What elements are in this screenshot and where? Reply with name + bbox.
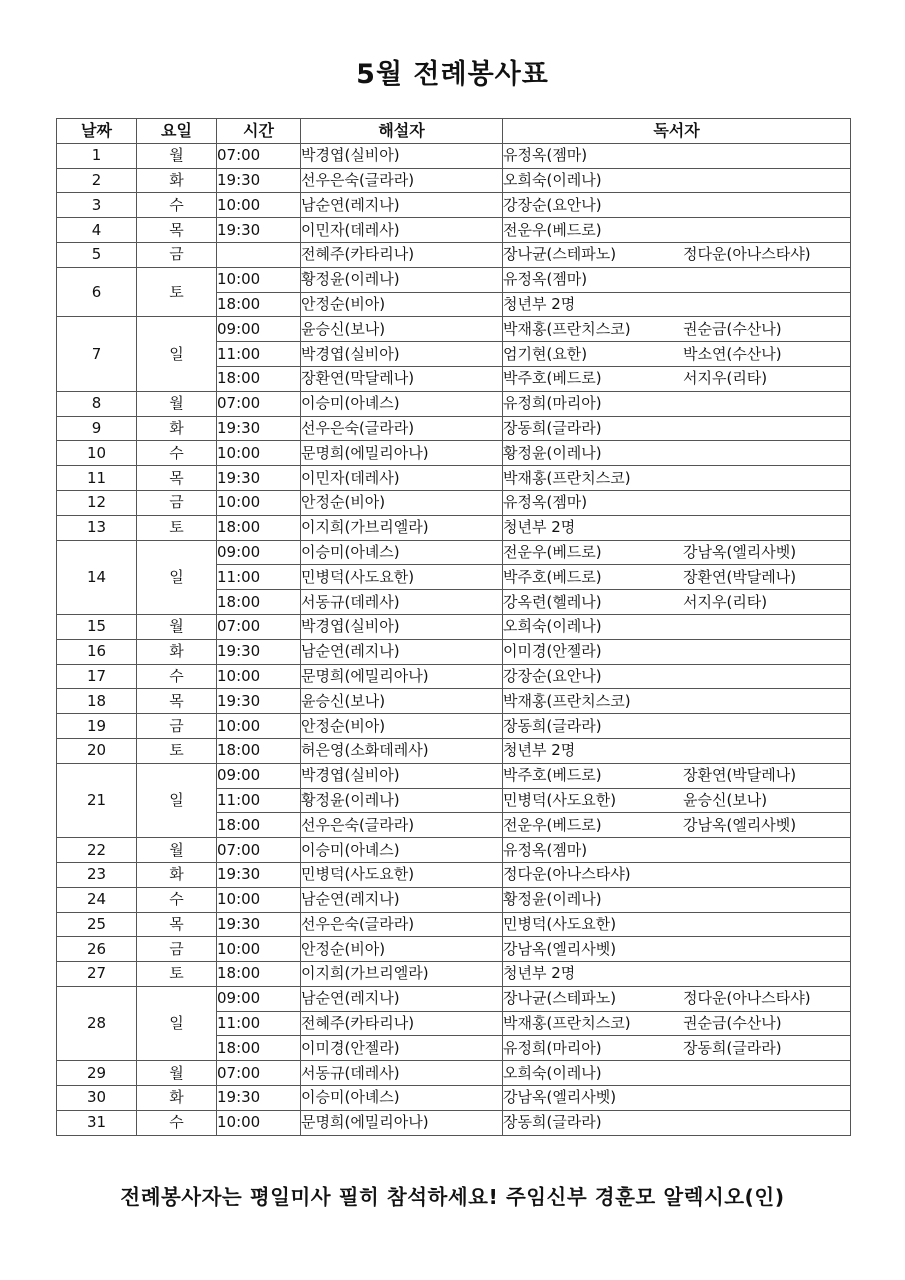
reader-primary: 박재홍(프란치스코) bbox=[503, 1014, 631, 1033]
commentator-cell: 황정윤(이레나) bbox=[301, 788, 503, 813]
commentator-cell: 안정순(비아) bbox=[301, 292, 503, 317]
readers-cell bbox=[503, 565, 851, 590]
commentator-cell: 선우은숙(글라라) bbox=[301, 912, 503, 937]
weekday-cell: 토 bbox=[137, 962, 217, 987]
time-cell: 19:30 bbox=[217, 862, 301, 887]
table-row bbox=[57, 168, 851, 193]
reader-primary: 장동희(글라라) bbox=[503, 716, 602, 735]
date-cell: 22 bbox=[57, 838, 137, 863]
readers-cell bbox=[503, 639, 851, 664]
commentator-cell: 이승미(아녜스) bbox=[301, 391, 503, 416]
readers-cell bbox=[503, 664, 851, 689]
reader-primary: 강장순(요안나) bbox=[503, 195, 602, 214]
weekday-cell: 월 bbox=[137, 838, 217, 863]
commentator-cell: 남순연(레지나) bbox=[301, 887, 503, 912]
reader-primary: 유정희(마리아) bbox=[503, 1038, 602, 1057]
date-cell: 8 bbox=[57, 391, 137, 416]
readers-cell bbox=[503, 862, 851, 887]
table-row bbox=[57, 466, 851, 491]
header-commentator: 해설자 bbox=[301, 119, 503, 144]
table-row bbox=[57, 490, 851, 515]
readers-cell bbox=[503, 267, 851, 292]
time-cell: 10:00 bbox=[217, 267, 301, 292]
readers-cell bbox=[503, 1086, 851, 1111]
commentator-cell: 남순연(레지나) bbox=[301, 639, 503, 664]
weekday-cell: 일 bbox=[137, 540, 217, 614]
table-row bbox=[57, 838, 851, 863]
commentator-cell: 이승미(아녜스) bbox=[301, 838, 503, 863]
table-row bbox=[57, 962, 851, 987]
table-row bbox=[57, 664, 851, 689]
commentator-cell: 문명희(에밀리아나) bbox=[301, 441, 503, 466]
commentator-cell: 이승미(아녜스) bbox=[301, 1086, 503, 1111]
time-cell: 10:00 bbox=[217, 441, 301, 466]
commentator-cell: 선우은숙(글라라) bbox=[301, 168, 503, 193]
commentator-cell: 황정윤(이레나) bbox=[301, 267, 503, 292]
readers-cell bbox=[503, 838, 851, 863]
page-title: 5월 전례봉사표 bbox=[356, 59, 549, 90]
reader-primary: 황정윤(이레나) bbox=[503, 890, 602, 909]
time-cell: 19:30 bbox=[217, 218, 301, 243]
time-cell: 07:00 bbox=[217, 614, 301, 639]
reader-primary: 오희숙(이레나) bbox=[503, 1063, 602, 1082]
weekday-cell: 목 bbox=[137, 466, 217, 491]
time-cell: 11:00 bbox=[217, 788, 301, 813]
weekday-cell: 수 bbox=[137, 664, 217, 689]
reader-primary: 박재홍(프란치스코) bbox=[503, 468, 631, 487]
commentator-cell: 안정순(비아) bbox=[301, 937, 503, 962]
date-cell: 19 bbox=[57, 714, 137, 739]
weekday-cell: 화 bbox=[137, 862, 217, 887]
time-cell: 07:00 bbox=[217, 1061, 301, 1086]
date-cell: 11 bbox=[57, 466, 137, 491]
reader-primary: 유정옥(젬마) bbox=[503, 270, 588, 289]
time-cell: 09:00 bbox=[217, 986, 301, 1011]
time-cell: 19:30 bbox=[217, 416, 301, 441]
reader-primary: 민병덕(사도요한) bbox=[503, 790, 617, 809]
commentator-cell: 안정순(비아) bbox=[301, 714, 503, 739]
weekday-cell: 월 bbox=[137, 614, 217, 639]
weekday-cell: 일 bbox=[137, 317, 217, 391]
time-cell: 10:00 bbox=[217, 714, 301, 739]
readers-cell bbox=[503, 193, 851, 218]
commentator-cell: 문명희(에밀리아나) bbox=[301, 664, 503, 689]
commentator-cell: 이지희(가브리엘라) bbox=[301, 515, 503, 540]
table-row bbox=[57, 515, 851, 540]
commentator-cell: 박경엽(실비아) bbox=[301, 763, 503, 788]
weekday-cell: 화 bbox=[137, 1086, 217, 1111]
time-cell: 19:30 bbox=[217, 639, 301, 664]
reader-secondary: 서지우(리타) bbox=[683, 592, 768, 611]
reader-secondary: 강남옥(엘리사벳) bbox=[683, 815, 797, 834]
reader-primary: 오희숙(이레나) bbox=[503, 617, 602, 636]
schedule-body bbox=[57, 143, 851, 1135]
commentator-cell: 이미경(안젤라) bbox=[301, 1036, 503, 1061]
commentator-cell: 민병덕(사도요한) bbox=[301, 565, 503, 590]
reader-primary: 강남옥(엘리사벳) bbox=[503, 1088, 617, 1107]
table-row bbox=[57, 267, 851, 292]
reader-primary: 유정옥(젬마) bbox=[503, 146, 588, 165]
commentator-cell: 윤승신(보나) bbox=[301, 317, 503, 342]
table-row bbox=[57, 193, 851, 218]
readers-cell bbox=[503, 1011, 851, 1036]
reader-primary: 장나균(스테파노) bbox=[503, 989, 617, 1008]
date-cell: 1 bbox=[57, 143, 137, 168]
reader-primary: 박주호(베드로) bbox=[503, 369, 602, 388]
table-header-row bbox=[57, 119, 851, 144]
readers-cell bbox=[503, 813, 851, 838]
readers-cell bbox=[503, 887, 851, 912]
table-row bbox=[57, 887, 851, 912]
time-cell: 18:00 bbox=[217, 515, 301, 540]
table-row bbox=[57, 714, 851, 739]
readers-cell bbox=[503, 342, 851, 367]
readers-cell bbox=[503, 317, 851, 342]
readers-cell bbox=[503, 391, 851, 416]
table-row bbox=[57, 912, 851, 937]
reader-primary: 강옥련(헬레나) bbox=[503, 592, 602, 611]
reader-secondary: 정다운(아나스타샤) bbox=[683, 245, 811, 264]
date-cell: 21 bbox=[57, 763, 137, 837]
reader-primary: 장동희(글라라) bbox=[503, 1113, 602, 1132]
time-cell: 10:00 bbox=[217, 887, 301, 912]
readers-cell bbox=[503, 937, 851, 962]
time-cell: 10:00 bbox=[217, 490, 301, 515]
weekday-cell: 토 bbox=[137, 738, 217, 763]
date-cell: 27 bbox=[57, 962, 137, 987]
readers-cell bbox=[503, 1110, 851, 1135]
reader-secondary: 정다운(아나스타샤) bbox=[683, 989, 811, 1008]
weekday-cell: 목 bbox=[137, 218, 217, 243]
readers-cell bbox=[503, 416, 851, 441]
time-cell: 18:00 bbox=[217, 813, 301, 838]
reader-primary: 이미경(안젤라) bbox=[503, 642, 602, 661]
readers-cell bbox=[503, 466, 851, 491]
weekday-cell: 금 bbox=[137, 714, 217, 739]
schedule-table bbox=[56, 118, 851, 1136]
table-row bbox=[57, 242, 851, 267]
table-row bbox=[57, 738, 851, 763]
commentator-cell: 이지희(가브리엘라) bbox=[301, 962, 503, 987]
reader-primary: 청년부 2명 bbox=[503, 964, 576, 983]
weekday-cell: 금 bbox=[137, 242, 217, 267]
time-cell: 18:00 bbox=[217, 292, 301, 317]
table-row bbox=[57, 218, 851, 243]
date-cell: 17 bbox=[57, 664, 137, 689]
commentator-cell: 선우은숙(글라라) bbox=[301, 813, 503, 838]
time-cell: 10:00 bbox=[217, 664, 301, 689]
reader-primary: 박주호(베드로) bbox=[503, 567, 602, 586]
readers-cell bbox=[503, 366, 851, 391]
reader-primary: 청년부 2명 bbox=[503, 518, 576, 537]
readers-cell bbox=[503, 143, 851, 168]
weekday-cell: 목 bbox=[137, 912, 217, 937]
table-row bbox=[57, 317, 851, 342]
readers-cell bbox=[503, 738, 851, 763]
reader-primary: 유정옥(젬마) bbox=[503, 493, 588, 512]
reader-secondary: 장환연(박달레나) bbox=[683, 766, 797, 785]
date-cell: 2 bbox=[57, 168, 137, 193]
table-row bbox=[57, 986, 851, 1011]
time-cell: 07:00 bbox=[217, 391, 301, 416]
reader-primary: 엄기현(요한) bbox=[503, 344, 588, 363]
reader-primary: 강남옥(엘리사벳) bbox=[503, 939, 617, 958]
reader-primary: 청년부 2명 bbox=[503, 294, 576, 313]
readers-cell bbox=[503, 912, 851, 937]
readers-cell bbox=[503, 962, 851, 987]
header-date: 날짜 bbox=[57, 119, 137, 144]
table-row bbox=[57, 441, 851, 466]
commentator-cell: 장환연(막달레나) bbox=[301, 366, 503, 391]
commentator-cell: 박경엽(실비아) bbox=[301, 342, 503, 367]
table-row bbox=[57, 763, 851, 788]
reader-primary: 장동희(글라라) bbox=[503, 418, 602, 437]
time-cell: 19:30 bbox=[217, 168, 301, 193]
table-row bbox=[57, 416, 851, 441]
date-cell: 5 bbox=[57, 242, 137, 267]
readers-cell bbox=[503, 441, 851, 466]
table-row bbox=[57, 862, 851, 887]
reader-primary: 박주호(베드로) bbox=[503, 766, 602, 785]
weekday-cell: 금 bbox=[137, 937, 217, 962]
time-cell: 10:00 bbox=[217, 1110, 301, 1135]
readers-cell bbox=[503, 1036, 851, 1061]
readers-cell bbox=[503, 218, 851, 243]
readers-cell bbox=[503, 1061, 851, 1086]
weekday-cell: 목 bbox=[137, 689, 217, 714]
reader-primary: 강장순(요안나) bbox=[503, 666, 602, 685]
table-row bbox=[57, 614, 851, 639]
table-row bbox=[57, 1110, 851, 1135]
reader-primary: 오희숙(이레나) bbox=[503, 170, 602, 189]
table-row bbox=[57, 1061, 851, 1086]
weekday-cell: 월 bbox=[137, 143, 217, 168]
commentator-cell: 허은영(소화데레사) bbox=[301, 738, 503, 763]
time-cell: 11:00 bbox=[217, 565, 301, 590]
date-cell: 29 bbox=[57, 1061, 137, 1086]
commentator-cell: 전혜주(카타리나) bbox=[301, 242, 503, 267]
time-cell bbox=[217, 242, 301, 267]
reader-primary: 황정윤(이레나) bbox=[503, 443, 602, 462]
commentator-cell: 이민자(데레사) bbox=[301, 466, 503, 491]
reader-primary: 유정옥(젬마) bbox=[503, 840, 588, 859]
header-time: 시간 bbox=[217, 119, 301, 144]
commentator-cell: 서동규(데레사) bbox=[301, 590, 503, 615]
reader-primary: 장나균(스테파노) bbox=[503, 245, 617, 264]
time-cell: 18:00 bbox=[217, 590, 301, 615]
date-cell: 25 bbox=[57, 912, 137, 937]
weekday-cell: 월 bbox=[137, 391, 217, 416]
time-cell: 19:30 bbox=[217, 1086, 301, 1111]
time-cell: 09:00 bbox=[217, 317, 301, 342]
date-cell: 12 bbox=[57, 490, 137, 515]
commentator-cell: 윤승신(보나) bbox=[301, 689, 503, 714]
table-row bbox=[57, 639, 851, 664]
weekday-cell: 월 bbox=[137, 1061, 217, 1086]
commentator-cell: 안정순(비아) bbox=[301, 490, 503, 515]
time-cell: 18:00 bbox=[217, 962, 301, 987]
reader-primary: 전운우(베드로) bbox=[503, 815, 602, 834]
date-cell: 9 bbox=[57, 416, 137, 441]
reader-secondary: 서지우(리타) bbox=[683, 369, 768, 388]
reader-secondary: 장환연(박달레나) bbox=[683, 567, 797, 586]
reader-secondary: 장동희(글라라) bbox=[683, 1038, 782, 1057]
readers-cell bbox=[503, 590, 851, 615]
weekday-cell: 일 bbox=[137, 986, 217, 1060]
readers-cell bbox=[503, 515, 851, 540]
date-cell: 26 bbox=[57, 937, 137, 962]
date-cell: 24 bbox=[57, 887, 137, 912]
date-cell: 7 bbox=[57, 317, 137, 391]
commentator-cell: 박경엽(실비아) bbox=[301, 143, 503, 168]
time-cell: 18:00 bbox=[217, 738, 301, 763]
header-day: 요일 bbox=[137, 119, 217, 144]
reader-primary: 전운우(베드로) bbox=[503, 542, 602, 561]
weekday-cell: 화 bbox=[137, 416, 217, 441]
weekday-cell: 토 bbox=[137, 515, 217, 540]
commentator-cell: 전혜주(카타리나) bbox=[301, 1011, 503, 1036]
commentator-cell: 남순연(레지나) bbox=[301, 193, 503, 218]
date-cell: 15 bbox=[57, 614, 137, 639]
time-cell: 07:00 bbox=[217, 838, 301, 863]
weekday-cell: 금 bbox=[137, 490, 217, 515]
reader-secondary: 강남옥(엘리사벳) bbox=[683, 542, 797, 561]
commentator-cell: 서동규(데레사) bbox=[301, 1061, 503, 1086]
commentator-cell: 남순연(레지나) bbox=[301, 986, 503, 1011]
date-cell: 28 bbox=[57, 986, 137, 1060]
readers-cell bbox=[503, 788, 851, 813]
time-cell: 18:00 bbox=[217, 366, 301, 391]
time-cell: 19:30 bbox=[217, 912, 301, 937]
weekday-cell: 일 bbox=[137, 763, 217, 837]
date-cell: 13 bbox=[57, 515, 137, 540]
table-row bbox=[57, 937, 851, 962]
readers-cell bbox=[503, 714, 851, 739]
date-cell: 10 bbox=[57, 441, 137, 466]
footer-notice: 전례봉사자는 평일미사 필히 참석하세요! 주임신부 경훈모 알렉시오(인) bbox=[120, 1185, 785, 1209]
header-readers: 독서자 bbox=[503, 119, 851, 144]
commentator-cell: 이승미(아녜스) bbox=[301, 540, 503, 565]
reader-secondary: 윤승신(보나) bbox=[683, 790, 768, 809]
commentator-cell: 박경엽(실비아) bbox=[301, 614, 503, 639]
date-cell: 4 bbox=[57, 218, 137, 243]
time-cell: 11:00 bbox=[217, 342, 301, 367]
table-row bbox=[57, 689, 851, 714]
time-cell: 09:00 bbox=[217, 540, 301, 565]
time-cell: 10:00 bbox=[217, 937, 301, 962]
date-cell: 20 bbox=[57, 738, 137, 763]
reader-secondary: 박소연(수산나) bbox=[683, 344, 782, 363]
date-cell: 18 bbox=[57, 689, 137, 714]
reader-primary: 민병덕(사도요한) bbox=[503, 914, 617, 933]
reader-secondary: 권순금(수산나) bbox=[683, 1014, 782, 1033]
readers-cell bbox=[503, 292, 851, 317]
time-cell: 07:00 bbox=[217, 143, 301, 168]
table-row bbox=[57, 391, 851, 416]
time-cell: 11:00 bbox=[217, 1011, 301, 1036]
readers-cell bbox=[503, 986, 851, 1011]
readers-cell bbox=[503, 168, 851, 193]
time-cell: 09:00 bbox=[217, 763, 301, 788]
reader-primary: 청년부 2명 bbox=[503, 741, 576, 760]
time-cell: 19:30 bbox=[217, 466, 301, 491]
readers-cell bbox=[503, 540, 851, 565]
readers-cell bbox=[503, 490, 851, 515]
date-cell: 6 bbox=[57, 267, 137, 317]
readers-cell bbox=[503, 242, 851, 267]
date-cell: 16 bbox=[57, 639, 137, 664]
reader-primary: 유정희(마리아) bbox=[503, 394, 602, 413]
weekday-cell: 화 bbox=[137, 168, 217, 193]
readers-cell bbox=[503, 614, 851, 639]
table-row bbox=[57, 143, 851, 168]
table-row bbox=[57, 540, 851, 565]
reader-primary: 정다운(아나스타샤) bbox=[503, 865, 631, 884]
commentator-cell: 선우은숙(글라라) bbox=[301, 416, 503, 441]
reader-primary: 전운우(베드로) bbox=[503, 220, 602, 239]
table-row bbox=[57, 1086, 851, 1111]
date-cell: 3 bbox=[57, 193, 137, 218]
readers-cell bbox=[503, 763, 851, 788]
commentator-cell: 민병덕(사도요한) bbox=[301, 862, 503, 887]
weekday-cell: 수 bbox=[137, 441, 217, 466]
time-cell: 19:30 bbox=[217, 689, 301, 714]
commentator-cell: 문명희(에밀리아나) bbox=[301, 1110, 503, 1135]
date-cell: 23 bbox=[57, 862, 137, 887]
time-cell: 10:00 bbox=[217, 193, 301, 218]
weekday-cell: 화 bbox=[137, 639, 217, 664]
weekday-cell: 수 bbox=[137, 1110, 217, 1135]
date-cell: 14 bbox=[57, 540, 137, 614]
commentator-cell: 이민자(데레사) bbox=[301, 218, 503, 243]
time-cell: 18:00 bbox=[217, 1036, 301, 1061]
date-cell: 30 bbox=[57, 1086, 137, 1111]
weekday-cell: 토 bbox=[137, 267, 217, 317]
date-cell: 31 bbox=[57, 1110, 137, 1135]
readers-cell bbox=[503, 689, 851, 714]
reader-primary: 박재홍(프란치스코) bbox=[503, 691, 631, 710]
reader-primary: 박재홍(프란치스코) bbox=[503, 319, 631, 338]
reader-secondary: 권순금(수산나) bbox=[683, 319, 782, 338]
weekday-cell: 수 bbox=[137, 887, 217, 912]
weekday-cell: 수 bbox=[137, 193, 217, 218]
